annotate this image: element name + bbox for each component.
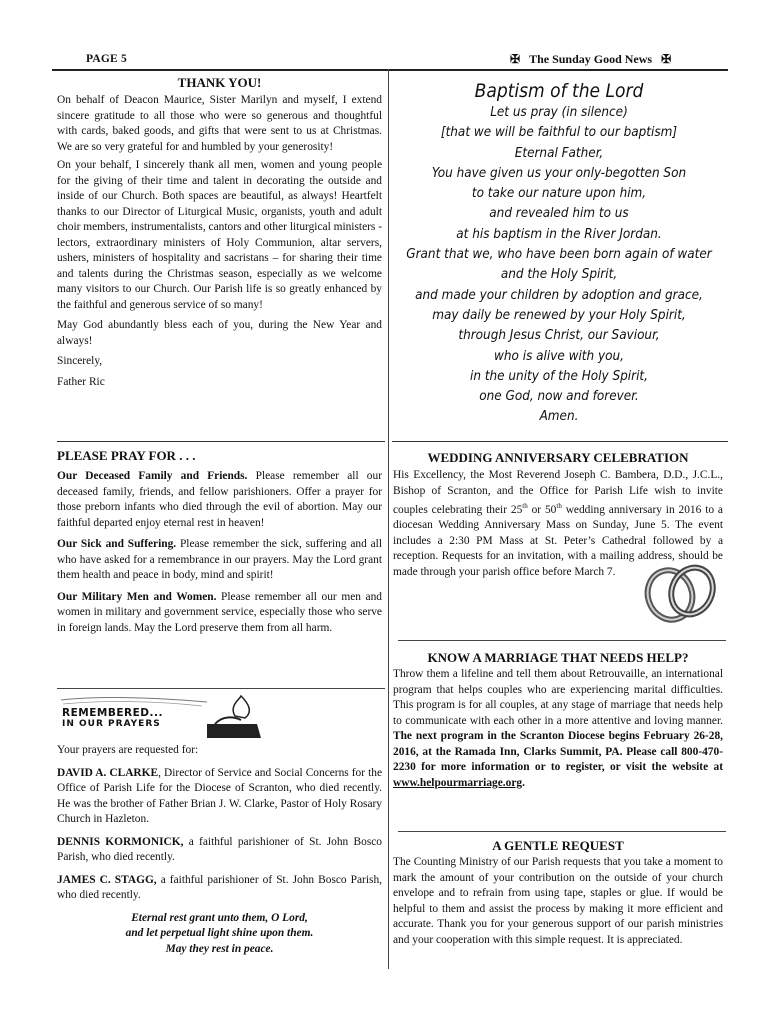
marriage-website-link[interactable]: www.helpourmarriage.org [393, 776, 523, 789]
closing-line: May they rest in peace. [165, 942, 274, 955]
ordinal-suffix: th [522, 502, 528, 510]
prayer-item-lead: Our Military Men and Women. [57, 590, 217, 603]
remembered-name: DENNIS KORMONICK, [57, 835, 184, 848]
wedding-rings-icon [640, 555, 722, 625]
signature: Father Ric [57, 375, 105, 388]
header-rule [52, 69, 728, 71]
prayer-line: and made your children by adoption and grace, [415, 287, 703, 303]
remembered-section [57, 743, 382, 957]
closing-prayer [57, 911, 382, 958]
prayer-line: You have given us your only-begotten Son [431, 165, 687, 181]
newsletter-title: The Sunday Good News [529, 52, 653, 66]
prayer-line: Grant that we, who have been born again of water [406, 247, 712, 263]
signoff: Sincerely, [57, 355, 103, 367]
section-rule [57, 441, 385, 442]
prayer-line: at his baptism in the River Jordan. [456, 226, 662, 242]
prayer-line: to take our nature upon him, [471, 186, 647, 202]
remembered-text: a faithful parishioner of St. John Bosco Parish, who died recently. [57, 873, 382, 901]
remembered-logo [57, 694, 267, 742]
prayer-line: one God, now and forever. [479, 389, 639, 405]
cross-icon: ✠ [510, 52, 521, 66]
marriage-help-text [393, 667, 723, 791]
prayer-item-text: Please remember all our deceased family, friends, and fellow parishioners. Offer a prayer for those preborn infants who died through the evil of abortion. May our faithful departed enjoy eternal rest in heaven! [57, 470, 382, 529]
prayer-line: [that we will be faithful to our baptism] [440, 125, 678, 141]
marriage-help-section [393, 650, 723, 791]
remembered-text: , Director of Service and Social Concerns for the Office of Parish Life for the Diocese of Scranton, who died recently. He was the brother of Father Brian J. W. Clarke, Pastor of Holy Rosary Church in Hazleton. [57, 766, 382, 825]
marriage-text-part: . [522, 776, 525, 789]
gentle-request-section [393, 838, 723, 948]
remembered-entry [57, 766, 382, 828]
gentle-request-text: The Counting Ministry of our Parish requests that you take a moment to mark the amount of your contribution on the outside of your church envelope and to refrain from using tape, staples or glue. If would be helpful to them and assist the process by making it more efficient and accurate. Thank you for your generous support of our parish ministries and your cooperation with this simple request. It is appreciated. [393, 856, 723, 946]
prayer-item-text: Please remember the sick, suffering and all who have asked for a remembrance in our prayers. May the Lord grant them health and peace in body, mind and spirit! [57, 538, 382, 581]
thank-you-title: THANK YOU! [177, 75, 262, 90]
section-rule [392, 441, 728, 442]
remembered-entry [57, 835, 382, 866]
ordinal-suffix: th [556, 502, 562, 510]
prayer-item-lead: Our Sick and Suffering. [57, 538, 177, 550]
section-rule [398, 831, 726, 832]
thank-you-paragraph: On your behalf, I sincerely thank all men, women and young people for the giving of their time and talent in decorating the outside and inside of our Church. Both spaces are beautiful, as always! Heartfelt thanks to our Director of Liturgical Music, organists, youth and adult choir members, instrumentalists, cantors and other liturgical ministers - lectors, extraordinary ministers of Holy Communion, altar servers, ushers, ministers of hospitality and sacristans – for sharing their time and talents during the Christmas season, especially as we welcome many visitors to our Church. Our Parish life is so greatly enhanced by the faithful and generous service of so many! [57, 159, 382, 311]
page-number: PAGE 5 [86, 53, 127, 65]
wedding-title: WEDDING ANNIVERSARY CELEBRATION [427, 450, 689, 465]
prayer-item-lead: Our Deceased Family and Friends. [57, 470, 248, 482]
remembered-name: JAMES C. STAGG, [57, 873, 157, 886]
prayer-item [57, 537, 382, 584]
prayer-item-text: Please remember all our men and women in military and government service, especially those who serve in foreign lands. May the Lord preserve them from all harm. [57, 590, 382, 634]
baptism-title: Baptism of the Lord [474, 80, 644, 102]
please-pray-title: PLEASE PRAY FOR . . . [57, 448, 196, 463]
section-rule [398, 640, 726, 641]
marriage-help-title: KNOW A MARRIAGE THAT NEEDS HELP? [427, 650, 689, 665]
thank-you-paragraph: On behalf of Deacon Maurice, Sister Marilyn and myself, I extend sincere gratitude to all those who were so generous and thoughtful with cards, baked goods, and gifts that were sent to us at Christmas. We are so very grateful for and humbled by your generosity! [57, 94, 382, 153]
newsletter-header [510, 52, 671, 67]
prayer-line: through Jesus Christ, our Saviour, [458, 328, 660, 344]
wedding-text-part: or 50 [527, 503, 557, 516]
marriage-text-part: Throw them a lifeline and tell them about Retrouvaille, an international program that helps couples who are experiencing marital difficulties. This program is for all couples, at any stage of marriage that needs help to communicate with each other in a more attentive and loving manner. [393, 668, 723, 727]
please-pray-section [57, 448, 382, 636]
prayer-line: Amen. [539, 409, 579, 425]
column-divider [388, 69, 389, 969]
cross-icon: ✠ [661, 52, 672, 66]
marriage-text-bold: The next program in the Scranton Diocese begins February 26-28, 2016, at the Ramada Inn, Clarks Summit, PA. Please call 800-470-2230 for more information or to register, or visit the website at [393, 730, 723, 773]
wedding-text-part: wedding anniversary in 2016 to a diocesan Wedding Anniversary Mass on Sunday, June 5. The event includes a 2:30 PM Mass at St. Peter’s Cathedral followed by a reception. Requests for an invitation, with a mailing address, should be made through your parish office before March 7. [393, 503, 723, 578]
remembered-name: DAVID A. CLARKE [57, 766, 159, 779]
prayer-line: Eternal Father, [514, 145, 604, 161]
prayer-line: and revealed him to us [489, 206, 629, 222]
remembered-entry [57, 873, 382, 904]
thank-you-section [57, 75, 382, 390]
wedding-text-part: His Excellency, the Most Reverend Joseph C. Bambera, D.D., J.C.L., Bishop of Scranton, and the Office for Parish Life wish to invite couples celebrating their 25 [393, 469, 723, 516]
prayer-line: and the Holy Spirit, [500, 267, 618, 283]
remembered-text: a faithful parishioner of St. John Bosco Parish, who died recently. [57, 835, 382, 863]
gentle-request-title: A GENTLE REQUEST [492, 838, 624, 853]
logo-line: REMEMBERED... [62, 707, 163, 719]
prayer-line: in the unity of the Holy Spirit, [470, 368, 648, 384]
prayer-line: Let us pray (in silence) [490, 105, 628, 120]
prayer-item [57, 590, 382, 637]
baptism-prayer [392, 79, 726, 428]
prayer-line: may daily be renewed by your Holy Spirit, [432, 307, 686, 323]
closing-line: and let perpetual light shine upon them. [125, 927, 314, 939]
section-rule [57, 688, 385, 689]
prayer-line: who is alive with you, [494, 348, 624, 364]
thank-you-paragraph: May God abundantly bless each of you, during the New Year and always! [57, 319, 382, 347]
prayer-item [57, 469, 382, 531]
logo-line: IN OUR PRAYERS [62, 719, 161, 729]
remembered-intro: Your prayers are requested for: [57, 744, 199, 756]
closing-line: Eternal rest grant unto them, O Lord, [131, 911, 308, 924]
